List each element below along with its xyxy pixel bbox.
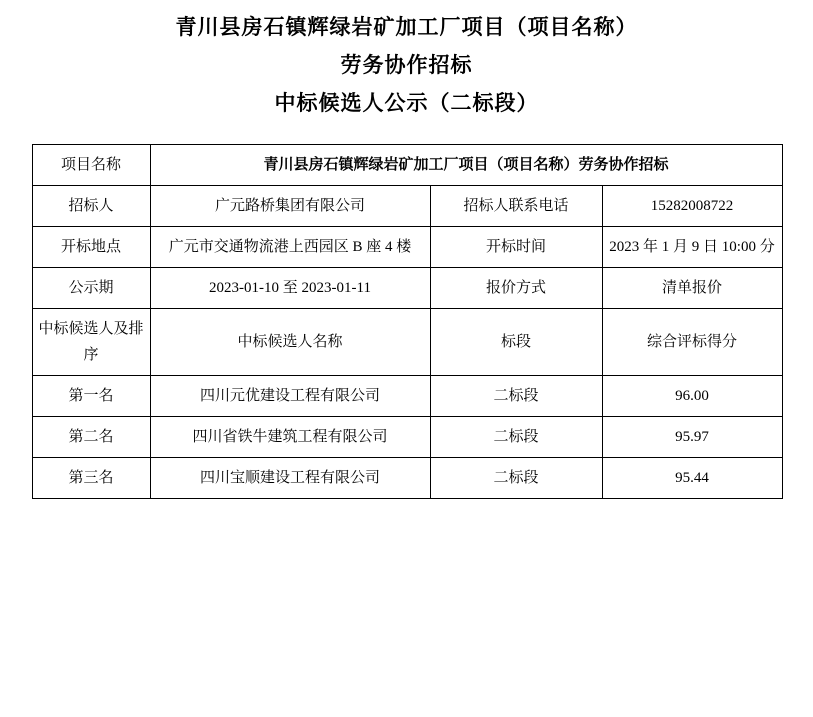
candidate-score: 96.00: [602, 376, 782, 417]
bid-opening-place-label: 开标地点: [32, 227, 150, 268]
candidates-name-header: 中标候选人名称: [150, 309, 430, 376]
project-name-value: 青川县房石镇辉绿岩矿加工厂项目（项目名称）劳务协作招标: [150, 145, 782, 186]
publicity-period-label: 公示期: [32, 268, 150, 309]
table-row: [32, 309, 782, 376]
candidates-rank-header: 中标候选人及排序: [32, 309, 150, 376]
title-line-3: 中标候选人公示（二标段）: [274, 91, 539, 115]
quotation-method-label: 报价方式: [430, 268, 602, 309]
table-row: [32, 145, 782, 186]
table-row: [32, 268, 782, 309]
bidder-value: 广元路桥集团有限公司: [150, 186, 430, 227]
candidate-name: 四川元优建设工程有限公司: [150, 376, 430, 417]
announcement-table-wrapper: [32, 144, 782, 499]
candidate-score: 95.44: [602, 458, 782, 499]
bidder-phone-label: 招标人联系电话: [430, 186, 602, 227]
candidates-score-header: 综合评标得分: [602, 309, 782, 376]
bid-opening-time-label: 开标时间: [430, 227, 602, 268]
bid-opening-place-value: 广元市交通物流港上西园区 B 座 4 楼: [150, 227, 430, 268]
candidate-name: 四川省铁牛建筑工程有限公司: [150, 417, 430, 458]
candidate-score: 95.97: [602, 417, 782, 458]
title-line-1: 青川县房石镇辉绿岩矿加工厂项目（项目名称）: [175, 15, 638, 39]
table-row: [32, 376, 782, 417]
quotation-method-value: 清单报价: [602, 268, 782, 309]
candidate-name: 四川宝顺建设工程有限公司: [150, 458, 430, 499]
candidate-section: 二标段: [430, 376, 602, 417]
candidate-rank: 第三名: [32, 458, 150, 499]
candidate-rank: 第一名: [32, 376, 150, 417]
bid-opening-time-value: 2023 年 1 月 9 日 10:00 分: [602, 227, 782, 268]
publicity-period-value: 2023-01-10 至 2023-01-11: [150, 268, 430, 309]
table-row: [32, 458, 782, 499]
candidate-section: 二标段: [430, 458, 602, 499]
project-name-label: 项目名称: [32, 145, 150, 186]
table-row: [32, 417, 782, 458]
table-row: [32, 186, 782, 227]
candidate-rank: 第二名: [32, 417, 150, 458]
candidate-section: 二标段: [430, 417, 602, 458]
document-title-block: [0, 0, 813, 122]
title-line-2: 劳务协作招标: [340, 53, 473, 77]
candidates-section-header: 标段: [430, 309, 602, 376]
announcement-table: [32, 144, 783, 499]
bidder-label: 招标人: [32, 186, 150, 227]
bidder-phone-value: 15282008722: [602, 186, 782, 227]
table-row: [32, 227, 782, 268]
